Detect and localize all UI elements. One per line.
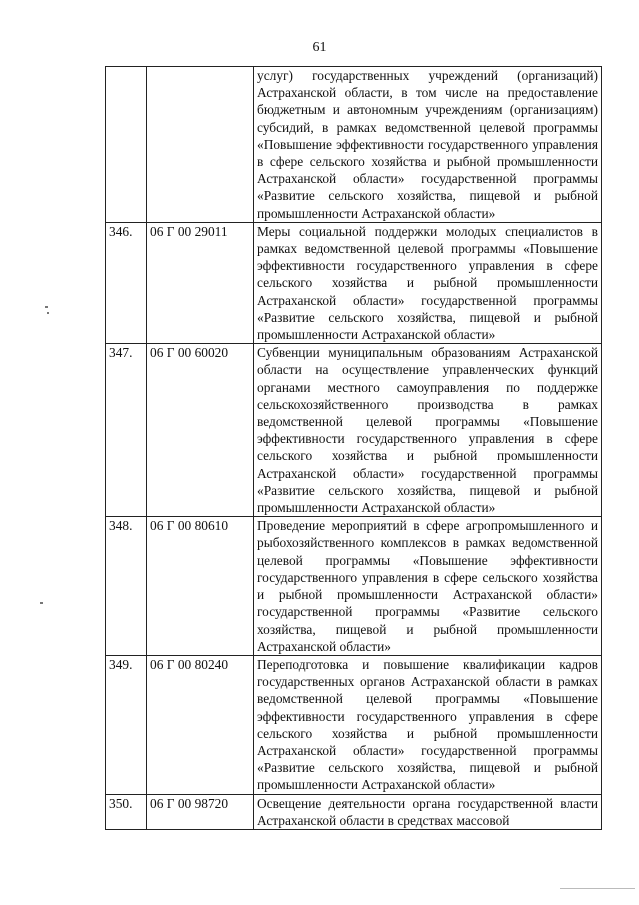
row-description: услуг) государственных учреждений (организаций) Астраханской области, в том числе на предоставление бюджетным и автономным учреждениям (организациям) субсидий, в рамках ведомственной целевой программы «Повышение эффективности государственного управления в сфере сельского хозяйства и рыбной промышленности Астраханской области» государственной программы «Развитие сельского хозяйства, пищевой и рыбной промышленности Астраханской области» <box>254 67 602 223</box>
table-row <box>106 222 602 343</box>
row-description: Субвенции муниципальным образованиям Астраханской области на осуществление управленческих функций органами местного самоуправления по поддержке сельскохозяйственного производства в рамках ведомственной целевой программы «Повышение эффективности государственного управления в сфере сельского хозяйства и рыбной промышленности Астраханской области» государственной программы «Развитие сельского хозяйства, пищевой и рыбной промышленности Астраханской области» <box>254 344 602 517</box>
table-row <box>106 67 602 223</box>
scan-edge-line <box>560 888 635 889</box>
budget-code: 06 Г 00 80610 <box>147 517 254 656</box>
row-description: Освещение деятельности органа государственной власти Астраханской области в средствах массовой <box>254 794 602 829</box>
row-number: 347. <box>106 344 147 517</box>
row-number <box>106 67 147 223</box>
row-number: 350. <box>106 794 147 829</box>
row-description: Меры социальной поддержки молодых специалистов в рамках ведомственной целевой программы «Повышение эффективности государственного управления в сфере сельского хозяйства и рыбной промышленности Астраханской области» государственной программы «Развитие сельского хозяйства, пищевой и рыбной промышленности Астраханской области» <box>254 222 602 343</box>
code-table <box>105 66 602 830</box>
budget-code <box>147 67 254 223</box>
table-row <box>106 655 602 794</box>
scan-speck <box>45 306 48 308</box>
row-number: 346. <box>106 222 147 343</box>
scan-speck <box>40 602 43 604</box>
row-number: 348. <box>106 517 147 656</box>
budget-code: 06 Г 00 60020 <box>147 344 254 517</box>
row-number: 349. <box>106 655 147 794</box>
budget-code: 06 Г 00 98720 <box>147 794 254 829</box>
row-description: Переподготовка и повышение квалификации кадров государственных органов Астраханской области в рамках ведомственной целевой программы «Повышение эффективности государственного управления в сфере сельского хозяйства и рыбной промышленности Астраханской области» государственной программы «Развитие сельского хозяйства, пищевой и рыбной промышленности Астраханской области» <box>254 655 602 794</box>
row-description: Проведение мероприятий в сфере агропромышленного и рыбохозяйственного комплексов в рамках ведомственной целевой программы «Повышение эффективности государственного управления в сфере сельского хозяйства и рыбной промышленности Астраханской области» государственной программы «Развитие сельского хозяйства, пищевой и рыбной промышленности Астраханской области» <box>254 517 602 656</box>
table-row <box>106 794 602 829</box>
table-row <box>106 344 602 517</box>
budget-code: 06 Г 00 29011 <box>147 222 254 343</box>
scan-speck <box>47 312 49 314</box>
table-row <box>106 517 602 656</box>
page-number: 61 <box>312 40 327 55</box>
budget-code: 06 Г 00 80240 <box>147 655 254 794</box>
